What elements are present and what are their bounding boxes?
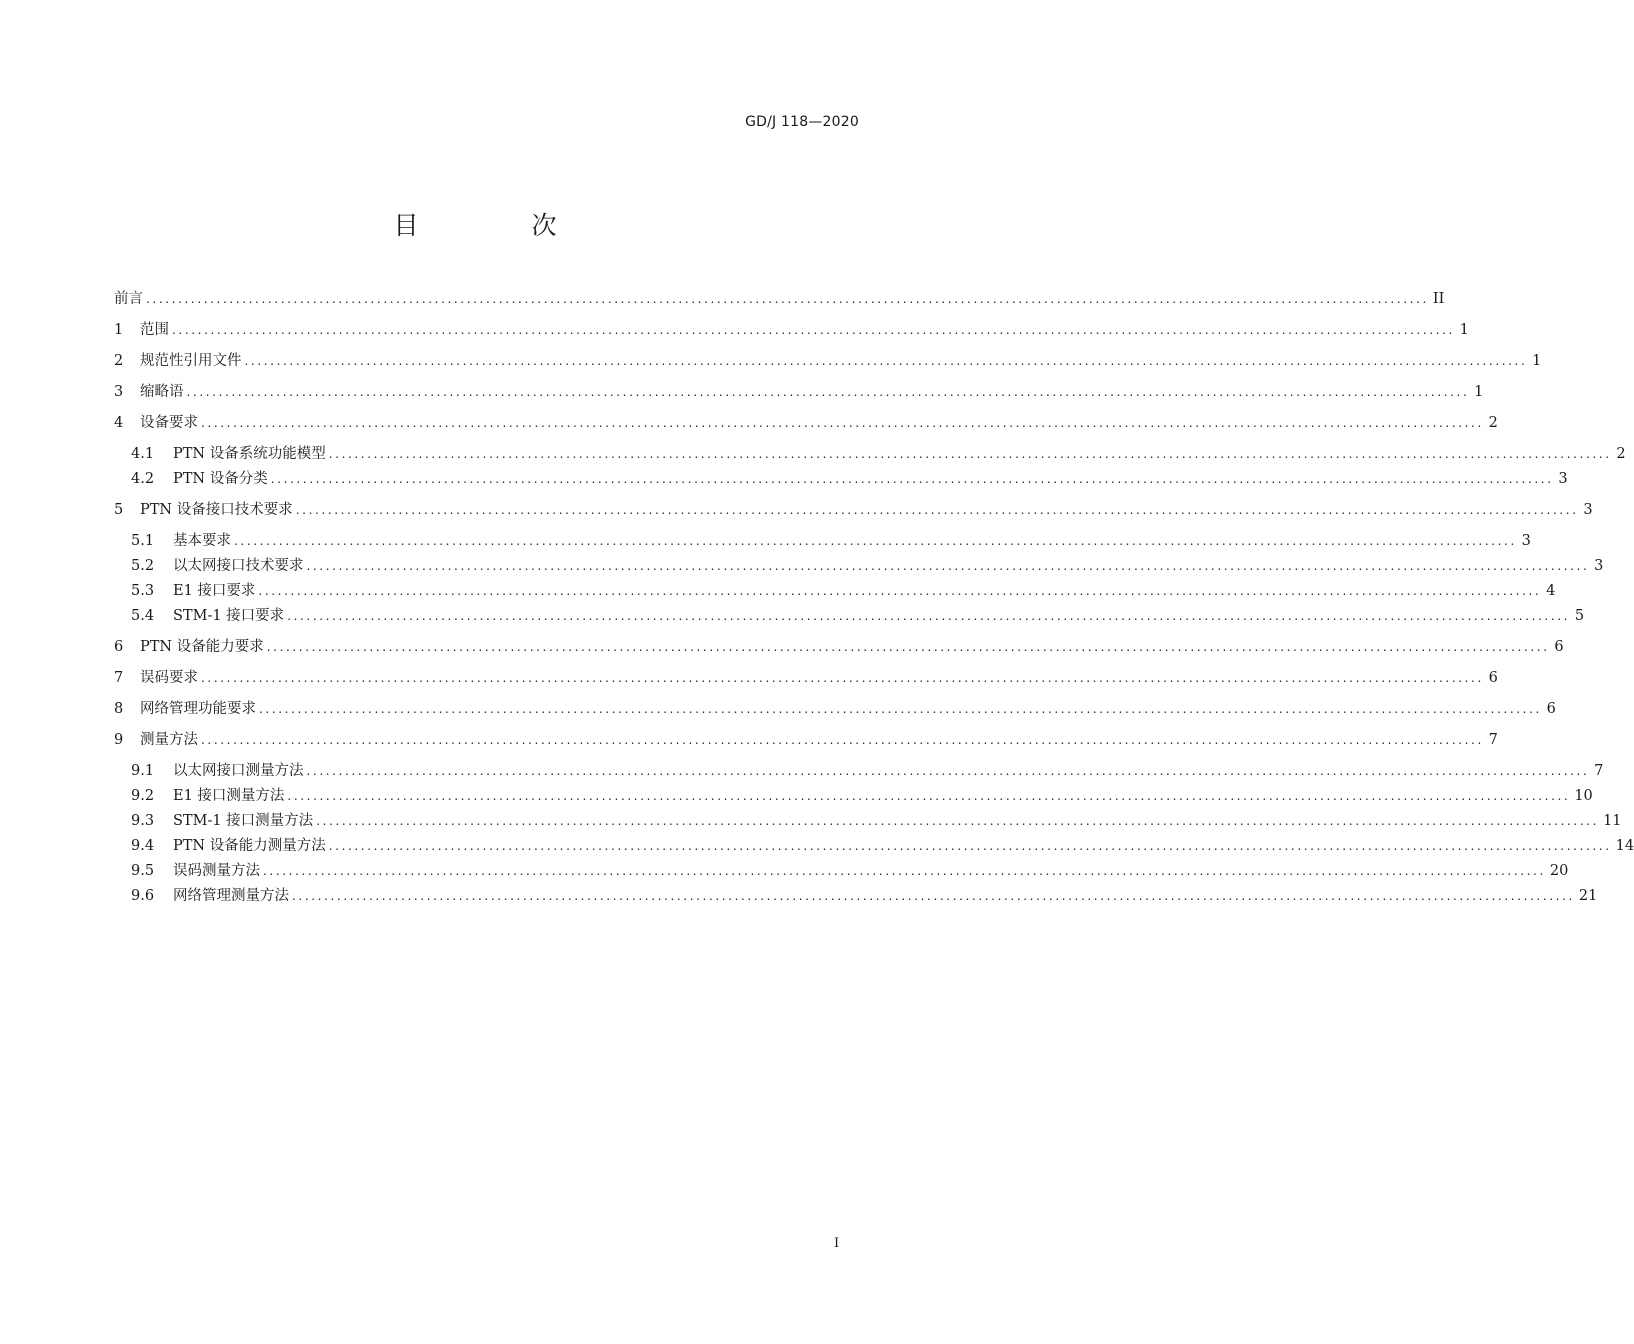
toc-entry[interactable]: [114, 288, 1445, 310]
toc-entry-page: 1: [1474, 384, 1484, 400]
toc-entry-page: 6: [1488, 670, 1498, 686]
toc-entry-number: 9.2: [131, 788, 155, 804]
toc-entry-page: 21: [1578, 888, 1598, 904]
toc-entry-number: 8: [114, 701, 124, 717]
toc-entry-label: PTN 设备分类: [173, 471, 268, 487]
toc-entry[interactable]: [114, 667, 1498, 689]
toc-entry-number: 9.5: [131, 863, 155, 879]
toc-entry-label: 规范性引用文件: [140, 353, 242, 369]
toc-dot-leader: ........................................................................................................................................................................................................: [328, 447, 1612, 461]
toc-entry-number: 4.2: [131, 471, 155, 487]
toc-entry-label: 误码测量方法: [173, 863, 260, 879]
toc-entry[interactable]: [114, 350, 1542, 372]
toc-entry[interactable]: [131, 468, 1568, 490]
toc-entry-number: 9.3: [131, 813, 155, 829]
toc-entry-page: 5: [1574, 608, 1585, 624]
toc-entry-label: PTN 设备接口技术要求: [140, 502, 293, 518]
toc-entry-page: 14: [1615, 838, 1634, 854]
toc-entry-label: 缩略语: [140, 384, 184, 400]
toc-entry-label: 范围: [140, 322, 169, 338]
toc-entry-page: 20: [1549, 863, 1569, 879]
toc-entry-label: 以太网接口测量方法: [173, 763, 304, 779]
toc-dot-leader: ........................................................................................................................................................................................................: [258, 584, 1542, 598]
toc-entry-page: 4: [1546, 583, 1556, 599]
toc-entry-number: 5: [114, 502, 124, 518]
toc-entry-number: 5.3: [131, 583, 155, 599]
toc-entry-label: 测量方法: [140, 732, 198, 748]
toc-entry-number: 2: [114, 353, 124, 369]
toc-entry-page: 3: [1594, 558, 1604, 574]
toc-entry-page: 1: [1459, 322, 1469, 338]
toc-entry-page: II: [1432, 291, 1445, 307]
toc-entry[interactable]: [131, 760, 1604, 782]
toc-entry-number: 4.1: [131, 446, 155, 462]
toc-entry[interactable]: [131, 555, 1604, 577]
toc-entry-number: 9: [114, 732, 124, 748]
toc-entry-page: 11: [1603, 813, 1622, 829]
toc-entry-label: 设备要求: [140, 415, 198, 431]
toc-dot-leader: ........................................................................................................................................................................................................: [146, 292, 1429, 306]
toc-entry-page: 6: [1554, 639, 1564, 655]
toc-dot-leader: ........................................................................................................................................................................................................: [234, 534, 1517, 548]
toc-entry-number: 9.1: [131, 763, 155, 779]
toc-entry-page: 7: [1594, 763, 1604, 779]
toc-dot-leader: ........................................................................................................................................................................................................: [186, 385, 1470, 399]
toc-dot-leader: ........................................................................................................................................................................................................: [244, 354, 1528, 368]
footer-page-number: I: [834, 1236, 840, 1251]
toc-entry-label: STM-1 接口要求: [173, 608, 285, 624]
toc-entry[interactable]: [131, 530, 1531, 552]
toc-entry[interactable]: [114, 319, 1469, 341]
toc-entry[interactable]: [131, 605, 1585, 627]
toc-entry[interactable]: [131, 580, 1556, 602]
toc-entry[interactable]: [114, 412, 1498, 434]
toc-entry-page: 6: [1546, 701, 1556, 717]
toc-dot-leader: ........................................................................................................................................................................................................: [287, 609, 1571, 623]
toc-dot-leader: ........................................................................................................................................................................................................: [287, 789, 1571, 803]
toc-entry-label: STM-1 接口测量方法: [173, 813, 314, 829]
toc-entry-page: 1: [1532, 353, 1542, 369]
toc-entry-label: 网络管理测量方法: [173, 888, 289, 904]
toc-dot-leader: ........................................................................................................................................................................................................: [263, 864, 1546, 878]
toc-entry-page: 3: [1583, 502, 1593, 518]
toc-entry-label: 以太网接口技术要求: [173, 558, 304, 574]
toc-entry-label: PTN 设备能力测量方法: [173, 838, 326, 854]
toc-entry-label: 前言: [114, 291, 143, 307]
toc-entry[interactable]: [131, 860, 1569, 882]
toc-dot-leader: ........................................................................................................................................................................................................: [266, 640, 1550, 654]
toc-entry-number: 9.6: [131, 888, 155, 904]
toc-dot-leader: ........................................................................................................................................................................................................: [316, 814, 1600, 828]
toc-entry[interactable]: [114, 636, 1564, 658]
toc-entry-number: 6: [114, 639, 124, 655]
toc-entry-label: 误码要求: [140, 670, 198, 686]
toc-entry-label: PTN 设备系统功能模型: [173, 446, 326, 462]
toc-entry-label: E1 接口测量方法: [173, 788, 285, 804]
toc-dot-leader: ........................................................................................................................................................................................................: [270, 472, 1554, 486]
toc-entry-number: 5.4: [131, 608, 155, 624]
toc-entry-page: 3: [1521, 533, 1531, 549]
toc-dot-leader: ........................................................................................................................................................................................................: [201, 416, 1484, 430]
toc-dot-leader: ........................................................................................................................................................................................................: [292, 889, 1575, 903]
toc-entry-label: 基本要求: [173, 533, 231, 549]
toc-entry-number: 9.4: [131, 838, 155, 854]
toc-entry-page: 2: [1488, 415, 1498, 431]
toc-entry-number: 1: [114, 322, 124, 338]
toc-entry[interactable]: [114, 381, 1484, 403]
toc-entry[interactable]: [114, 698, 1556, 720]
toc-entry-page: 3: [1558, 471, 1568, 487]
toc-entry-label: E1 接口要求: [173, 583, 256, 599]
toc-dot-leader: ........................................................................................................................................................................................................: [306, 559, 1590, 573]
toc-entry[interactable]: [131, 785, 1593, 807]
toc-entry-label: 网络管理功能要求: [140, 701, 256, 717]
toc-entry-number: 7: [114, 670, 124, 686]
page-title: 目 次: [393, 211, 601, 240]
toc-entry-number: 5.2: [131, 558, 155, 574]
toc-dot-leader: ........................................................................................................................................................................................................: [306, 764, 1590, 778]
toc-entry-number: 4: [114, 415, 124, 431]
toc-entry-number: 5.1: [131, 533, 155, 549]
toc-dot-leader: ........................................................................................................................................................................................................: [201, 671, 1484, 685]
toc-entry[interactable]: [131, 443, 1626, 465]
toc-entry-page: 2: [1616, 446, 1626, 462]
toc-dot-leader: ........................................................................................................................................................................................................: [295, 503, 1579, 517]
toc-entry-number: 3: [114, 384, 124, 400]
toc-dot-leader: ........................................................................................................................................................................................................: [172, 323, 1455, 337]
toc-entry-page: 10: [1574, 788, 1593, 804]
toc-entry[interactable]: [114, 499, 1593, 521]
toc-dot-leader: ........................................................................................................................................................................................................: [259, 702, 1542, 716]
document-code: GD/J 118—2020: [745, 114, 859, 130]
toc-entry-label: PTN 设备能力要求: [140, 639, 264, 655]
toc-entry-page: 7: [1488, 732, 1498, 748]
toc-entry[interactable]: [114, 729, 1498, 751]
toc-entry[interactable]: [131, 810, 1622, 832]
toc-dot-leader: ........................................................................................................................................................................................................: [328, 839, 1612, 853]
toc-entry[interactable]: [131, 885, 1598, 907]
toc-dot-leader: ........................................................................................................................................................................................................: [201, 733, 1484, 747]
toc-entry[interactable]: [131, 835, 1634, 857]
